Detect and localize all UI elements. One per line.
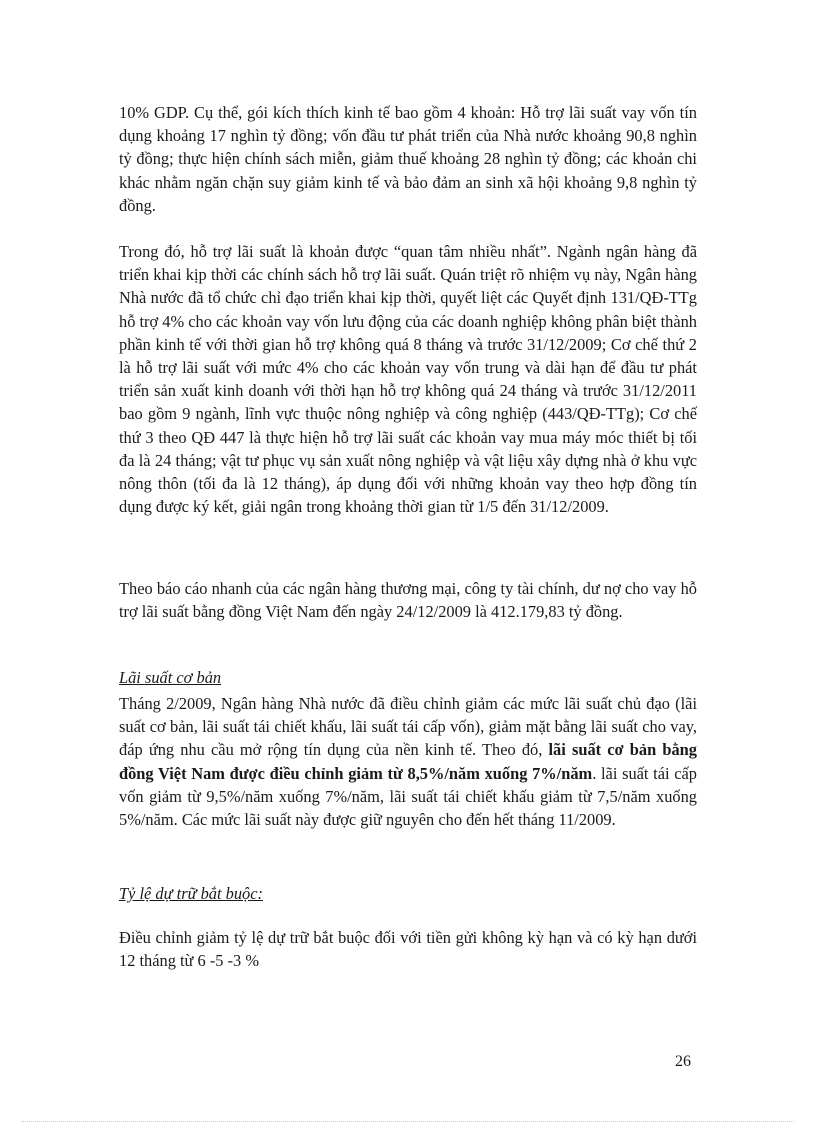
page-edge-divider <box>22 1121 794 1122</box>
paragraph-text: Theo báo cáo nhanh của các ngân hàng thương mại, công ty tài chính, dư nợ cho vay hỗ trợ lãi suất bằng đồng Việt Nam đến ngày 24/12/2009 là 412.179,83 tỷ đồng. <box>119 579 697 622</box>
paragraph-reserve <box>119 926 697 972</box>
paragraph-loan-balance <box>119 577 697 623</box>
paragraph-text: 10% GDP. Cụ thể, gói kích thích kinh tế bao gồm 4 khoản: Hỗ trợ lãi suất vay vốn tín dụng khoảng 17 nghìn tỷ đồng; vốn đầu tư phát triển của Nhà nước khoảng 90,8 nghìn tỷ đồng; thực hiện chính sách miễn, giảm thuế khoảng 28 nghìn tỷ đồng; các khoản chi khác nhằm ngăn chặn suy giảm kinh tế và bảo đảm an sinh xã hội khoảng 9,8 nghìn tỷ đồng. <box>119 103 697 215</box>
paragraph-interest-support <box>119 240 697 518</box>
paragraph-text: Trong đó, hỗ trợ lãi suất là khoản được “quan tâm nhiều nhất”. Ngành ngân hàng đã triển khai kịp thời các chính sách hỗ trợ lãi suất. Quán triệt rõ nhiệm vụ này, Ngân hàng Nhà nước đã tổ chức chỉ đạo triển khai kịp thời, quyết liệt các Quyết định 131/QĐ-TTg hỗ trợ 4% cho các khoản vay vốn lưu động của các doanh nghiệp không phân biệt thành phần kinh tế với thời gian hỗ trợ không quá 8 tháng và trước 31/12/2009; Cơ chế thứ 2 là hỗ trợ lãi suất với mức 4% cho các khoản vay vốn trung và dài hạn để đầu tư phát triển sản xuất kinh doanh với thời hạn hỗ trợ không quá 24 tháng và trước 31/12/2011 bao gồm 9 ngành, lĩnh vực thuộc nông nghiệp và công nghiệp (443/QĐ-TTg); Cơ chế thứ 3 theo QĐ 447 là thực hiện hỗ trợ lãi suất các khoản vay mua máy móc thiết bị tối đa là 24 tháng; vật tư phục vụ sản xuất nông nghiệp và vật liệu xây dựng nhà ở khu vực nông thôn (tối đa là 12 tháng), áp dụng đối với những khoản vay theo hợp đồng tín dụng được ký kết, giải ngân trong khoảng thời gian từ 1/5 đến 31/12/2009. <box>119 242 697 517</box>
paragraph-base-rate <box>119 692 697 831</box>
paragraph-text <box>119 692 697 831</box>
paragraph-text: Điều chỉnh giảm tỷ lệ dự trữ bắt buộc đối với tiền gửi không kỳ hạn và có kỳ hạn dưới 12 tháng từ 6 -5 -3 % <box>119 928 697 971</box>
section-base-rate <box>119 666 697 689</box>
section-reserve <box>119 882 697 905</box>
section-heading-base-rate: Lãi suất cơ bản <box>119 668 222 687</box>
page-number: 26 <box>675 1053 691 1070</box>
text-before-bold: Tháng 2/2009, Ngân hàng Nhà nước đã điều chỉnh giảm các mức lãi suất chủ đạo (lãi suất cơ bản, lãi suất tái chiết khấu, lãi suất tái cấp vốn), giảm mặt bằng lãi suất cho vay, đáp ứng nhu cầu mở rộng tín dụng của nền kinh tế. Theo đó, <box>119 694 697 760</box>
text-after-bold: . lãi suất tái cấp vốn giảm từ 9,5%/năm xuống 7%/năm, lãi suất tái chiết khấu giảm từ 7,5/năm xuống 5%/năm. Các mức lãi suất này được giữ nguyên cho đến hết tháng 11/2009. <box>119 763 697 830</box>
section-heading-reserve: Tỷ lệ dự trữ bắt buộc: <box>119 884 263 903</box>
bold-highlight: lãi suất cơ bản bằng đồng Việt Nam được điều chỉnh giảm từ 8,5%/năm xuống 7%/năm <box>119 740 697 783</box>
paragraph-stimulus-package <box>119 101 697 217</box>
